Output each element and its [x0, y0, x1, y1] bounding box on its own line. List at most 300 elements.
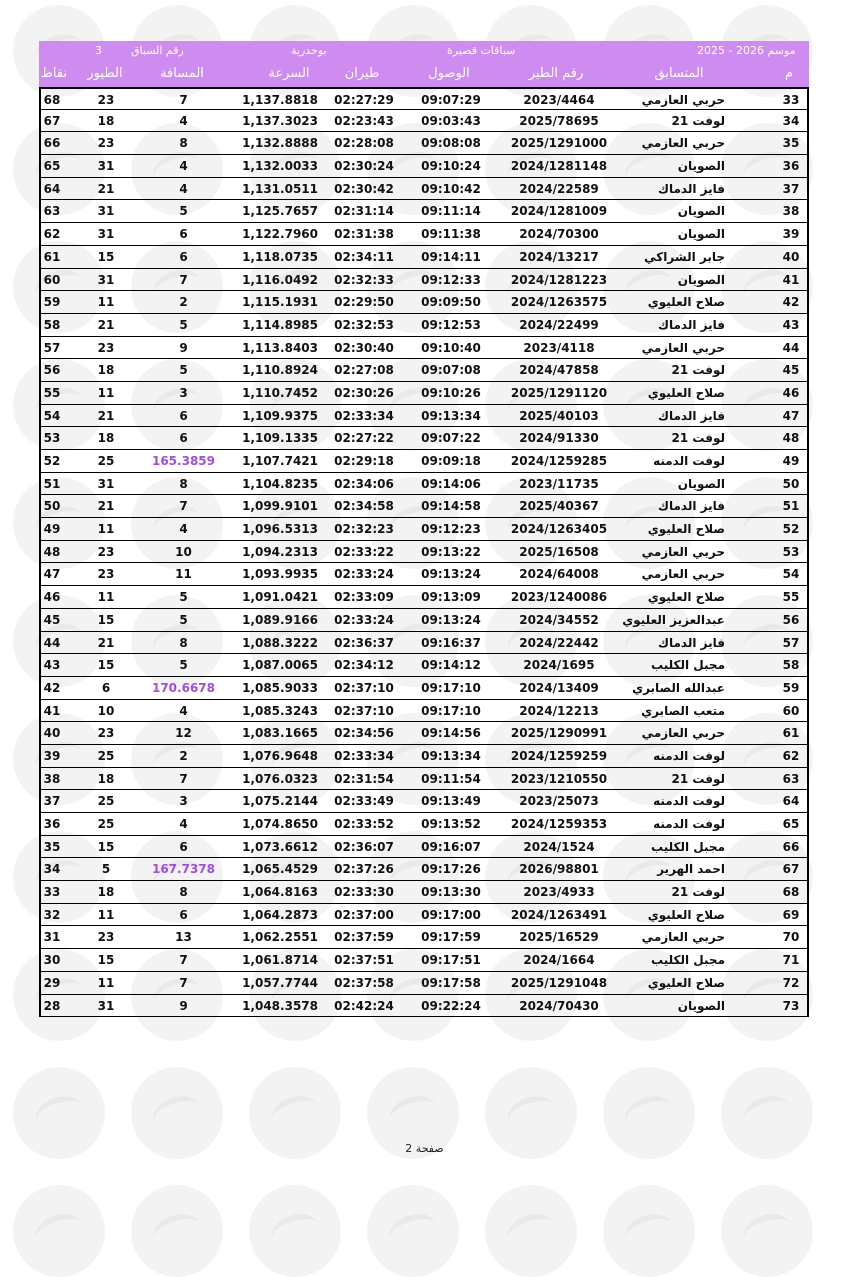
ring-number-cell: 2025/1291048	[510, 975, 608, 990]
distance-cell: 4	[179, 522, 188, 537]
ring-number-cell: 2024/1263575	[510, 295, 608, 310]
row-number-cell: 61	[782, 726, 800, 741]
row-number-cell: 38	[782, 204, 800, 219]
watermark-logo	[485, 1185, 577, 1277]
points-cell: 28	[43, 998, 61, 1013]
row-number-cell: 72	[782, 975, 800, 990]
watermark-logo	[367, 1185, 459, 1277]
table-row	[39, 586, 809, 609]
ring-number-cell: 2025/1290991	[510, 726, 608, 741]
row-number-cell: 64	[782, 794, 800, 809]
table-row	[39, 155, 809, 178]
birds-cell: 23	[97, 340, 115, 355]
flight-time-cell: 02:34:56	[334, 726, 394, 741]
row-number-cell: 36	[782, 159, 800, 174]
arrival-time-cell: 09:14:58	[421, 499, 481, 514]
flight-time-cell: 02:37:10	[334, 680, 394, 695]
distance-cell: 8	[179, 136, 188, 151]
competitor-cell: فايز الدماك	[658, 499, 725, 514]
col-competitor: المتسابق	[654, 66, 704, 81]
distance-cell: 165.3859	[151, 454, 215, 468]
birds-cell: 21	[97, 408, 115, 423]
distance-cell: 4	[179, 113, 188, 128]
distance-cell: 4	[179, 817, 188, 831]
arrival-time-cell: 09:17:10	[421, 680, 481, 695]
ring-number-cell: 2024/13409	[519, 680, 599, 695]
row-number-cell: 68	[782, 885, 800, 900]
row-number-cell: 37	[782, 181, 800, 196]
distance-cell: 8	[179, 885, 188, 900]
points-cell: 64	[43, 181, 61, 196]
flight-time-cell: 02:37:00	[334, 907, 394, 922]
competitor-cell: عبدالعزيز العليوي	[622, 612, 725, 627]
arrival-time-cell: 09:12:33	[421, 272, 481, 287]
competitor-cell: حربي العازمي	[641, 930, 725, 945]
ring-number-cell: 2024/1281223	[510, 272, 608, 287]
points-cell: 60	[43, 272, 61, 287]
row-number-cell: 33	[782, 93, 800, 107]
arrival-time-cell: 09:13:24	[421, 612, 481, 627]
row-number-cell: 60	[782, 703, 800, 718]
ring-number-cell: 2025/16529	[519, 930, 599, 945]
arrival-time-cell: 09:09:50	[421, 295, 481, 310]
table-row	[39, 450, 809, 473]
speed-cell: 1,065.4529	[242, 862, 318, 877]
speed-cell: 1,116.0492	[242, 272, 318, 287]
row-number-cell: 67	[782, 862, 800, 877]
distance-cell: 11	[175, 567, 192, 582]
flight-time-cell: 02:33:09	[334, 590, 394, 605]
table-row	[39, 926, 809, 949]
table-row	[39, 223, 809, 246]
row-number-cell: 50	[782, 476, 800, 491]
birds-cell: 23	[97, 726, 115, 741]
ring-number-cell: 2024/64008	[519, 567, 599, 582]
ring-number-cell: 2024/1263405	[510, 522, 608, 537]
table-row	[39, 654, 809, 677]
speed-cell: 1,115.1931	[242, 295, 318, 310]
speed-cell: 1,064.8163	[242, 885, 318, 900]
flight-time-cell: 02:33:34	[334, 748, 394, 763]
competitor-cell: حربي العازمي	[641, 136, 725, 151]
ring-number-cell: 2024/70430	[519, 998, 599, 1013]
competitor-cell: حربي العازمي	[641, 567, 725, 582]
col-points: نقاط	[40, 66, 68, 81]
location: بوحدرية	[291, 44, 327, 57]
distance-cell: 2	[179, 295, 188, 310]
row-number-cell: 56	[782, 612, 800, 627]
arrival-time-cell: 09:17:58	[421, 975, 481, 990]
points-cell: 30	[43, 953, 61, 968]
points-cell: 53	[43, 431, 61, 446]
birds-cell: 10	[97, 703, 115, 718]
ring-number-cell: 2024/1263491	[510, 907, 608, 922]
points-cell: 44	[43, 635, 61, 650]
flight-time-cell: 02:30:42	[334, 181, 394, 196]
speed-cell: 1,132.0033	[242, 159, 318, 174]
flight-time-cell: 02:30:40	[334, 340, 394, 355]
distance-cell: 6	[179, 249, 188, 264]
ring-number-cell: 2026/98801	[519, 862, 599, 877]
distance-cell: 4	[179, 703, 188, 718]
table-row	[39, 314, 809, 337]
competitor-cell: صلاح العليوي	[647, 385, 725, 400]
birds-cell: 25	[97, 454, 115, 468]
flight-time-cell: 02:37:59	[334, 930, 394, 945]
competitor-cell: الصويان	[677, 227, 725, 242]
speed-cell: 1,094.2313	[242, 544, 318, 559]
competitor-cell: حربي العازمي	[641, 93, 725, 107]
birds-cell: 21	[97, 181, 115, 196]
speed-cell: 1,091.0421	[242, 590, 318, 605]
row-number-cell: 45	[782, 363, 800, 378]
ring-number-cell: 2023/4933	[523, 885, 595, 900]
arrival-time-cell: 09:13:30	[421, 885, 481, 900]
birds-cell: 15	[97, 953, 115, 968]
row-number-cell: 44	[782, 340, 800, 355]
distance-cell: 6	[179, 408, 188, 423]
col-flight: طيران	[344, 66, 380, 81]
competitor-cell: مجبل الكليب	[651, 839, 725, 854]
row-number-cell: 63	[782, 771, 800, 786]
speed-cell: 1,118.0735	[242, 249, 318, 264]
birds-cell: 18	[97, 113, 115, 128]
competitor-cell: لوفت الدمنه	[653, 454, 725, 468]
table-row	[39, 677, 809, 700]
birds-cell: 31	[97, 159, 115, 174]
birds-cell: 31	[97, 204, 115, 219]
flight-time-cell: 02:27:08	[334, 363, 394, 378]
birds-cell: 11	[97, 975, 115, 990]
flight-time-cell: 02:31:14	[334, 204, 394, 219]
row-number-cell: 52	[782, 522, 800, 537]
birds-cell: 11	[97, 295, 115, 310]
flight-time-cell: 02:28:08	[334, 136, 394, 151]
row-number-cell: 48	[782, 431, 800, 446]
table-row	[39, 87, 809, 110]
arrival-time-cell: 09:13:49	[421, 794, 481, 809]
arrival-time-cell: 09:13:09	[421, 590, 481, 605]
table-row	[39, 995, 809, 1018]
birds-cell: 21	[97, 499, 115, 514]
arrival-time-cell: 09:14:06	[421, 476, 481, 491]
speed-cell: 1,073.6612	[242, 839, 318, 854]
arrival-time-cell: 09:10:42	[421, 181, 481, 196]
ring-number-cell: 2024/1664	[523, 953, 595, 968]
arrival-time-cell: 09:07:08	[421, 363, 481, 378]
competitor-cell: فايز الدماك	[658, 181, 725, 196]
birds-cell: 11	[97, 385, 115, 400]
points-cell: 52	[43, 454, 61, 468]
points-cell: 62	[43, 227, 61, 242]
flight-time-cell: 02:31:54	[334, 771, 394, 786]
competitor-cell: لوفت الدمنه	[653, 817, 725, 831]
points-cell: 59	[43, 295, 61, 310]
ring-number-cell: 2025/1291000	[510, 136, 608, 151]
arrival-time-cell: 09:12:23	[421, 522, 481, 537]
ring-number-cell: 2025/40367	[519, 499, 599, 514]
arrival-time-cell: 09:13:34	[421, 748, 481, 763]
table-row	[39, 609, 809, 632]
arrival-time-cell: 09:14:12	[421, 658, 481, 673]
speed-cell: 1,088.3222	[242, 635, 318, 650]
arrival-time-cell: 09:09:18	[421, 454, 481, 468]
competitor-cell: فايز الدماك	[658, 635, 725, 650]
competitor-cell: مجبل الكليب	[651, 953, 725, 968]
competitor-cell: الصويان	[677, 159, 725, 174]
table-row	[39, 495, 809, 518]
arrival-time-cell: 09:12:53	[421, 317, 481, 332]
points-cell: 46	[43, 590, 61, 605]
distance-cell: 8	[179, 635, 188, 650]
competitor-cell: لوفت 21	[671, 363, 725, 378]
table-row	[39, 722, 809, 745]
points-cell: 58	[43, 317, 61, 332]
row-number-cell: 39	[782, 227, 800, 242]
competitor-cell: صلاح العليوي	[647, 522, 725, 537]
table-row	[39, 632, 809, 655]
ring-number-cell: 2024/1259285	[510, 454, 608, 468]
points-cell: 42	[43, 680, 61, 695]
flight-time-cell: 02:33:24	[334, 612, 394, 627]
competitor-cell: عبدالله الصابري	[632, 680, 725, 695]
race-number: 3	[95, 44, 102, 57]
row-number-cell: 69	[782, 907, 800, 922]
competitor-cell: لوفت 21	[671, 885, 725, 900]
arrival-time-cell: 09:17:10	[421, 703, 481, 718]
flight-time-cell: 02:33:30	[334, 885, 394, 900]
table-row	[39, 836, 809, 859]
speed-cell: 1,131.0511	[242, 181, 318, 196]
ring-number-cell: 2024/47858	[519, 363, 599, 378]
competitor-cell: فايز الدماك	[658, 408, 725, 423]
speed-cell: 1,107.7421	[242, 454, 318, 468]
table-row	[39, 700, 809, 723]
distance-cell: 7	[179, 93, 188, 107]
row-number-cell: 58	[782, 658, 800, 673]
points-cell: 31	[43, 930, 61, 945]
flight-time-cell: 02:34:58	[334, 499, 394, 514]
competitor-cell: حربي العازمي	[641, 544, 725, 559]
speed-cell: 1,125.7657	[242, 204, 318, 219]
col-distance: المسافة	[160, 66, 204, 81]
arrival-time-cell: 09:11:14	[421, 204, 481, 219]
flight-time-cell: 02:31:38	[334, 227, 394, 242]
flight-time-cell: 02:34:11	[334, 249, 394, 264]
table-body	[39, 87, 809, 1017]
flight-time-cell: 02:33:34	[334, 408, 394, 423]
table-row	[39, 813, 809, 836]
points-cell: 35	[43, 839, 61, 854]
speed-cell: 1,114.8985	[242, 317, 318, 332]
distance-cell: 7	[179, 272, 188, 287]
flight-time-cell: 02:37:26	[334, 862, 394, 877]
speed-cell: 1,109.9375	[242, 408, 318, 423]
ring-number-cell: 2023/4464	[523, 93, 595, 107]
ring-number-cell: 2024/1281148	[510, 159, 608, 174]
flight-time-cell: 02:36:37	[334, 635, 394, 650]
birds-cell: 21	[97, 317, 115, 332]
distance-cell: 13	[175, 930, 192, 945]
ring-number-cell: 2023/4118	[523, 340, 595, 355]
col-ring: رقم الطير	[528, 66, 584, 81]
speed-cell: 1,083.1665	[242, 726, 318, 741]
ring-number-cell: 2024/91330	[519, 431, 599, 446]
flight-time-cell: 02:27:29	[334, 93, 394, 107]
points-cell: 48	[43, 544, 61, 559]
birds-cell: 23	[97, 93, 115, 107]
arrival-time-cell: 09:11:38	[421, 227, 481, 242]
arrival-time-cell: 09:11:54	[421, 771, 481, 786]
ring-number-cell: 2025/78695	[519, 113, 599, 128]
speed-cell: 1,110.7452	[242, 385, 318, 400]
flight-time-cell: 02:27:22	[334, 431, 394, 446]
arrival-time-cell: 09:13:52	[421, 817, 481, 831]
row-number-cell: 51	[782, 499, 800, 514]
distance-cell: 2	[179, 748, 188, 763]
competitor-cell: لوفت 21	[671, 113, 725, 128]
competitor-cell: احمد الهرير	[657, 862, 725, 877]
flight-time-cell: 02:34:12	[334, 658, 394, 673]
column-header-row	[39, 61, 809, 87]
competitor-cell: لوفت 21	[671, 431, 725, 446]
row-number-cell: 34	[782, 113, 800, 128]
row-number-cell: 53	[782, 544, 800, 559]
arrival-time-cell: 09:17:26	[421, 862, 481, 877]
arrival-time-cell: 09:13:24	[421, 567, 481, 582]
distance-cell: 7	[179, 975, 188, 990]
birds-cell: 11	[97, 522, 115, 537]
flight-time-cell: 02:30:26	[334, 385, 394, 400]
row-number-cell: 41	[782, 272, 800, 287]
points-cell: 68	[43, 93, 61, 107]
birds-cell: 31	[97, 227, 115, 242]
birds-cell: 11	[97, 907, 115, 922]
birds-cell: 23	[97, 544, 115, 559]
arrival-time-cell: 09:10:24	[421, 159, 481, 174]
birds-cell: 18	[97, 771, 115, 786]
points-cell: 66	[43, 136, 61, 151]
birds-cell: 25	[97, 794, 115, 809]
speed-cell: 1,076.0323	[242, 771, 318, 786]
competitor-cell: صلاح العليوي	[647, 907, 725, 922]
birds-cell: 21	[97, 635, 115, 650]
arrival-time-cell: 09:22:24	[421, 998, 481, 1013]
points-cell: 55	[43, 385, 61, 400]
points-cell: 45	[43, 612, 61, 627]
arrival-time-cell: 09:16:37	[421, 635, 481, 650]
ring-number-cell: 2024/12213	[519, 703, 599, 718]
competitor-cell: متعب الصابري	[641, 703, 725, 718]
flight-time-cell: 02:36:07	[334, 839, 394, 854]
arrival-time-cell: 09:13:22	[421, 544, 481, 559]
arrival-time-cell: 09:07:22	[421, 431, 481, 446]
birds-cell: 31	[97, 272, 115, 287]
points-cell: 67	[43, 113, 61, 128]
birds-cell: 5	[101, 862, 111, 877]
distance-cell: 170.6678	[151, 680, 215, 695]
speed-cell: 1,132.8888	[242, 136, 318, 151]
table-row	[39, 110, 809, 133]
speed-cell: 1,076.9648	[242, 748, 318, 763]
birds-cell: 23	[97, 136, 115, 151]
flight-time-cell: 02:37:58	[334, 975, 394, 990]
arrival-time-cell: 09:17:51	[421, 953, 481, 968]
table-row	[39, 541, 809, 564]
competitor-cell: فايز الدماك	[658, 317, 725, 332]
speed-cell: 1,113.8403	[242, 340, 318, 355]
col-no: م	[784, 66, 794, 81]
watermark-logo	[721, 1185, 813, 1277]
table-row	[39, 949, 809, 972]
points-cell: 47	[43, 567, 61, 582]
table-row	[39, 382, 809, 405]
points-cell: 36	[43, 817, 61, 831]
distance-cell: 5	[179, 658, 188, 673]
speed-cell: 1,087.0065	[242, 658, 318, 673]
ring-number-cell: 2024/1281009	[510, 204, 608, 219]
race-number-label: رقم السباق	[131, 44, 184, 57]
ring-number-cell: 2023/1210550	[510, 771, 608, 786]
competitor-cell: لوفت 21	[671, 771, 725, 786]
arrival-time-cell: 09:13:34	[421, 408, 481, 423]
distance-cell: 4	[179, 159, 188, 174]
season: موسم 2026 - 2025	[697, 44, 796, 57]
table-row	[39, 405, 809, 428]
ring-number-cell: 2025/40103	[519, 408, 599, 423]
watermark-logo	[131, 1185, 223, 1277]
table-row	[39, 359, 809, 382]
points-cell: 56	[43, 363, 61, 378]
col-birds: الطيور	[87, 66, 123, 81]
points-cell: 65	[43, 159, 61, 174]
arrival-time-cell: 09:10:26	[421, 385, 481, 400]
points-cell: 54	[43, 408, 61, 423]
ring-number-cell: 2023/1240086	[510, 590, 608, 605]
speed-cell: 1,099.9101	[242, 499, 318, 514]
row-number-cell: 71	[782, 953, 800, 968]
speed-cell: 1,074.8650	[242, 817, 318, 831]
points-cell: 33	[43, 885, 61, 900]
competitor-cell: لوفت الدمنه	[653, 794, 725, 809]
speed-cell: 1,137.3023	[242, 113, 318, 128]
row-number-cell: 46	[782, 385, 800, 400]
row-number-cell: 49	[782, 454, 800, 468]
points-cell: 38	[43, 771, 61, 786]
results-table	[39, 41, 809, 1017]
flight-time-cell: 02:29:50	[334, 295, 394, 310]
birds-cell: 6	[101, 680, 111, 695]
row-number-cell: 73	[782, 998, 800, 1013]
distance-cell: 5	[179, 204, 188, 219]
table-row	[39, 337, 809, 360]
distance-cell: 6	[179, 907, 188, 922]
speed-cell: 1,048.3578	[242, 998, 318, 1013]
flight-time-cell: 02:32:33	[334, 272, 394, 287]
birds-cell: 18	[97, 431, 115, 446]
flight-time-cell: 02:37:10	[334, 703, 394, 718]
row-number-cell: 42	[782, 295, 800, 310]
competitor-cell: حربي العازمي	[641, 340, 725, 355]
competitor-cell: صلاح العليوي	[647, 975, 725, 990]
birds-cell: 15	[97, 249, 115, 264]
speed-cell: 1,085.9033	[242, 680, 318, 695]
birds-cell: 31	[97, 998, 115, 1013]
distance-cell: 10	[175, 544, 192, 559]
speed-cell: 1,064.2873	[242, 907, 318, 922]
points-cell: 39	[43, 748, 61, 763]
table-row	[39, 904, 809, 927]
